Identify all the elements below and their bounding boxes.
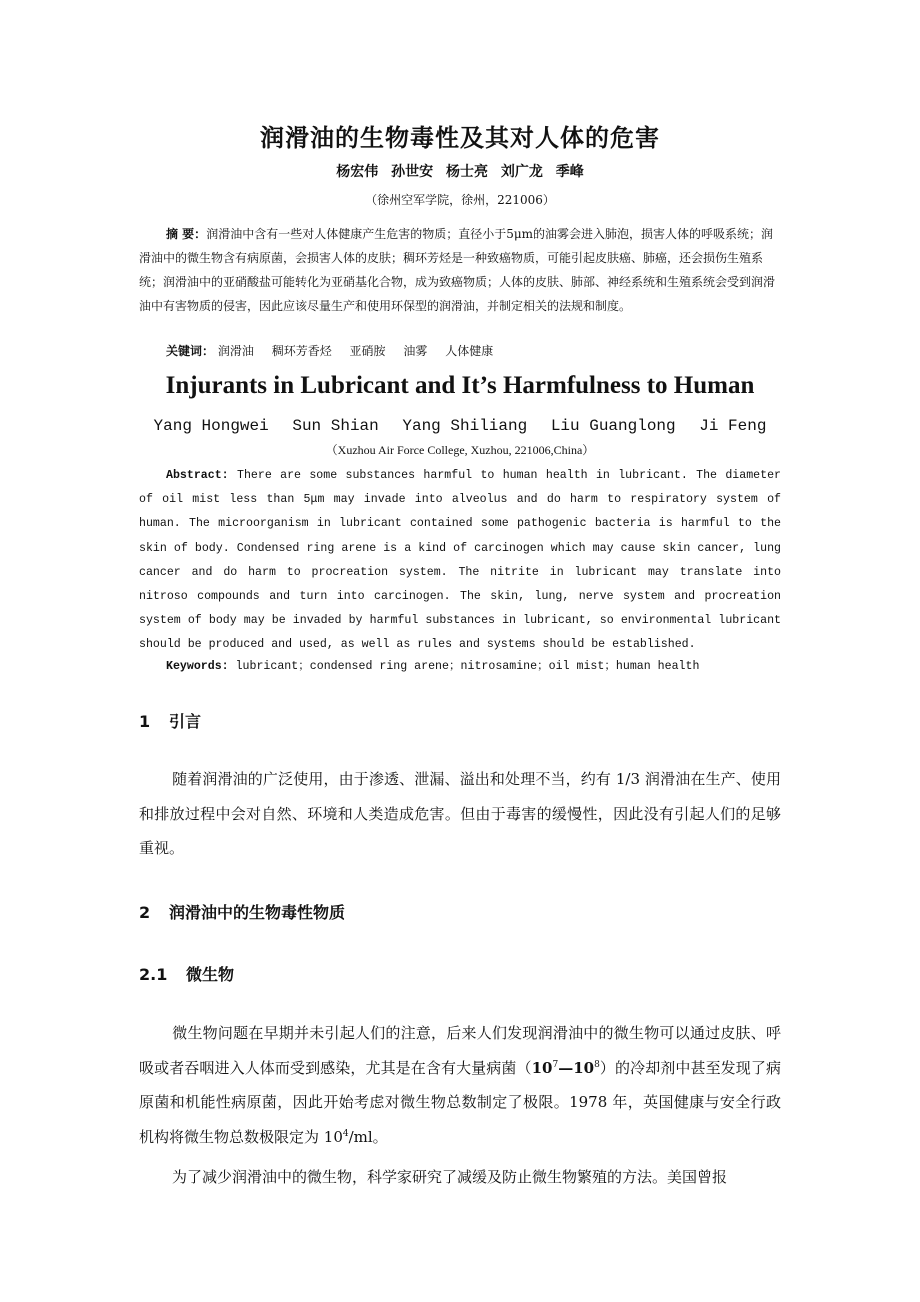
keywords-en: [166, 657, 781, 673]
keywords-en-text: lubricant；condensed ring arene；nitrosamine；oil mist；human health: [235, 660, 700, 673]
paper-title-en: Injurants in Lubricant and It’s Harmfulness to Human: [165, 372, 755, 399]
author-en: Sun Shian: [292, 417, 379, 435]
section-number: 2.1: [139, 965, 168, 984]
superscript: 4: [342, 1128, 349, 1139]
author-en: Yang Shiliang: [402, 417, 528, 435]
author-en: Liu Guanglong: [550, 417, 676, 435]
author-cn: 杨宏伟: [336, 164, 379, 180]
paragraph-text: 微生物问题在早期并未引起人们的注意，后来人们发现润滑油中的微生物可以通过皮肤、呼吸或者吞咽进入人体而受到感染，尤其是在含有大量病菌（: [139, 1024, 781, 1077]
author-en: Ji Feng: [699, 417, 767, 435]
paragraph-microorganism-1: [139, 1016, 781, 1154]
section-number: 2: [139, 903, 151, 922]
value-text: 10: [531, 1058, 553, 1077]
abstract-en-label: Abstract:: [166, 469, 229, 482]
value-text: 10: [573, 1058, 595, 1077]
section-title: 引言: [169, 712, 202, 731]
superscript: 7: [552, 1059, 559, 1070]
section-heading-2-1: [139, 962, 234, 985]
keyword-cn: 亚硝胺: [349, 344, 386, 358]
paragraph-text: ）的冷却剂中甚至发现了病原菌和机能性病原菌，因此开始考虑对微生物总数制定了极限。1978 年，英国健康与安全行政机构将微生物总数极限定为 10: [139, 1058, 781, 1146]
keyword-cn: 稠环芳香烃: [271, 344, 332, 358]
paragraph-intro: [139, 762, 781, 866]
section-number: 1: [139, 712, 151, 731]
abstract-cn-text: 润滑油中含有一些对人体健康产生危害的物质；直径小于5μm的油雾会进入肺泡，损害人体的呼吸系统；润滑油中的微生物含有病原菌，会损害人体的皮肤；稠环芳烃是一种致癌物质，可能引起皮肤癌、肺癌，还会损伤生殖系统；润滑油中的亚硝酸盐可能转化为亚硝基化合物，成为致癌物质；人体的皮肤、肺部、神经系统和生殖系统会受到润滑油中有害物质的侵害，因此应该尽量生产和使用环保型的润滑油，并制定相关的法规和制度。: [139, 227, 776, 313]
keywords-en-label: Keywords:: [166, 660, 229, 673]
abstract-en-text: There are some substances harmful to human health in lubricant. The diameter of oil mist less than 5μm may invade into alveolus and do harm to respiratory system of human. The microorganism in lubricant contained some pathogenic bacteria is harmful to the skin of body. Condensed ring arene is a kind of carcinogen which may cause skin cancer, lung cancer and do harm to procreation system. The nitrite in lubricant may translate into nitroso compounds and turn into carcinogen. The skin, lung, nerve system and procreation system of body may be invaded by harmful substances in lubricant, so environmental lubricant should be produced and used, as well as rules and systems should be established.: [139, 469, 781, 652]
author-cn: 孙世安: [391, 164, 434, 180]
paragraph-text: 为了减少润滑油中的微生物，科学家研究了减缓及防止微生物繁殖的方法。美国曾报: [172, 1168, 728, 1186]
authors-en: [0, 417, 920, 435]
authors-cn: [0, 161, 920, 181]
paragraph-text: 随着润滑油的广泛使用，由于渗透、泄漏、溢出和处理不当，约有 1/3 润滑油在生产、使用和排放过程中会对自然、环境和人类造成危害。但由于毒害的缓慢性，因此没有引起人们的足够重视。: [139, 770, 781, 857]
abstract-cn: [139, 222, 781, 318]
section-heading-2: [139, 900, 345, 923]
paper-title-cn: 润滑油的生物毒性及其对人体的危害: [260, 124, 660, 152]
section-title: 微生物: [186, 965, 235, 984]
keywords-cn: [166, 342, 781, 359]
superscript: 8: [594, 1059, 600, 1070]
section-title: 润滑油中的生物毒性物质: [169, 903, 346, 922]
paragraph-microorganism-2: [139, 1160, 781, 1195]
abstract-en: [139, 464, 781, 658]
author-cn: 季峰: [555, 164, 584, 180]
value-text: —: [558, 1058, 574, 1077]
author-en: Yang Hongwei: [153, 417, 269, 435]
paragraph-text: /ml。: [348, 1127, 388, 1146]
keywords-cn-label: 关键词：: [166, 344, 215, 358]
abstract-cn-label: 摘 要：: [166, 227, 207, 241]
keyword-cn: 人体健康: [445, 344, 494, 358]
keyword-cn: 润滑油: [217, 344, 254, 358]
author-cn: 杨士亮: [446, 164, 488, 180]
affiliation-en: （Xuzhou Air Force College, Xuzhou, 221006,China）: [325, 443, 595, 457]
affiliation-cn: （徐州空军学院，徐州，221006）: [365, 193, 555, 207]
section-heading-1: [139, 709, 201, 732]
keyword-cn: 油雾: [403, 344, 428, 358]
author-cn: 刘广龙: [500, 164, 543, 180]
